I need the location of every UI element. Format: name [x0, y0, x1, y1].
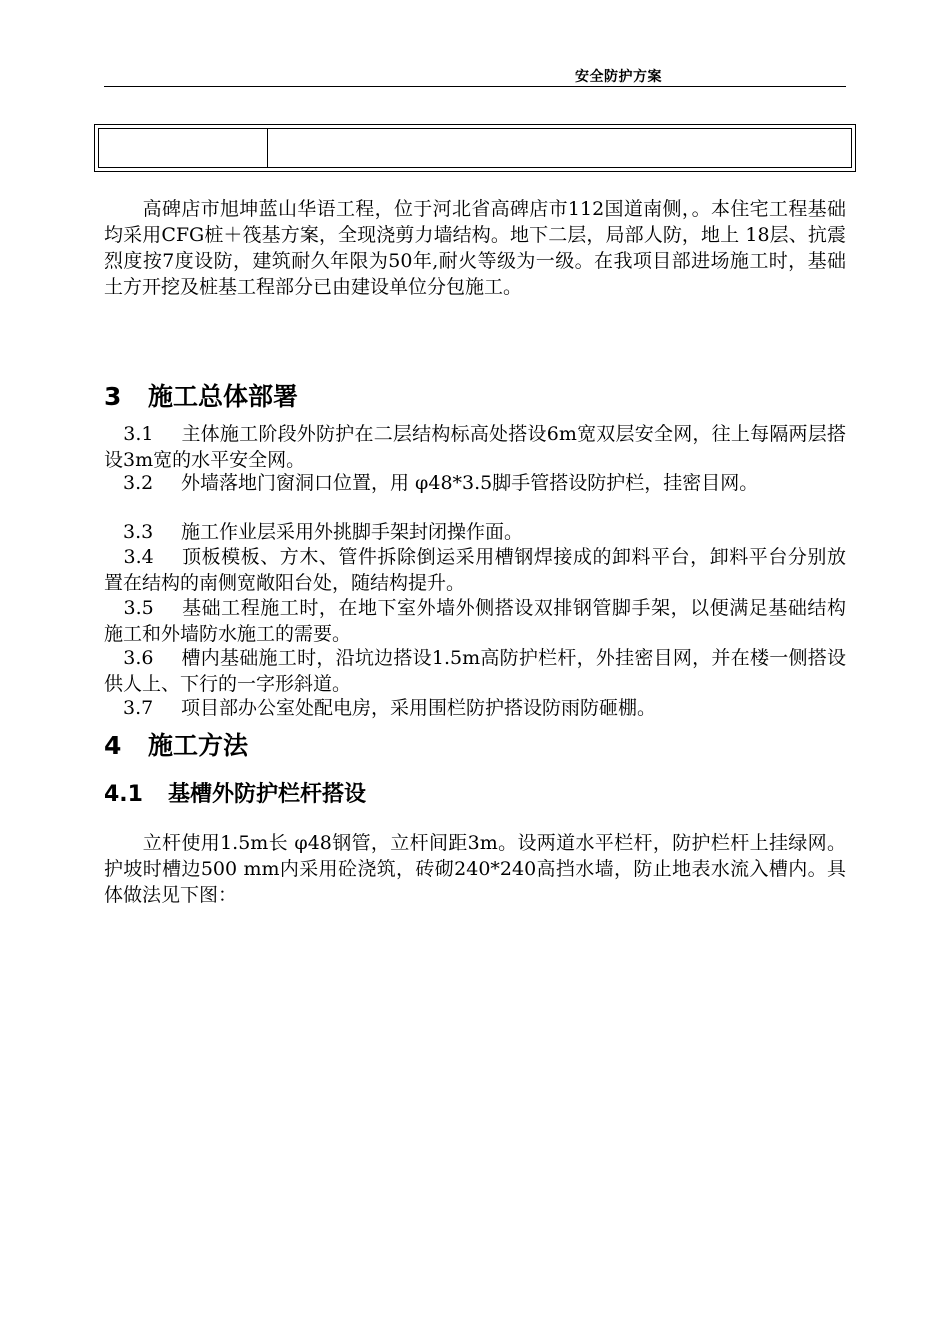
list-item — [104, 595, 846, 647]
item-number: 3.4 — [123, 546, 154, 568]
item-number: 3.2 — [123, 472, 154, 494]
section-3-heading — [104, 382, 298, 412]
section-4-title: 施工方法 — [148, 731, 249, 760]
item-text: 槽内基础施工时，沿坑边搭设1.5m高防护栏杆，外挂密目网，并在楼一侧搭设供人上、下行的一字形斜道。 — [104, 647, 846, 695]
item-number: 3.7 — [123, 697, 154, 719]
list-item — [104, 421, 846, 473]
item-text: 施工作业层采用外挑脚手架封闭操作面。 — [181, 521, 524, 543]
page-header-title: 安全防护方案 — [575, 69, 662, 85]
item-text: 顶板模板、方木、管件拆除倒运采用槽钢焊接成的卸料平台，卸料平台分别放置在结构的南侧宽敞阳台处，随结构提升。 — [104, 546, 846, 594]
section-4-heading — [104, 731, 248, 761]
list-item — [104, 645, 846, 697]
item-number: 3.1 — [123, 423, 154, 445]
list-item — [104, 470, 846, 496]
info-table — [94, 124, 856, 172]
item-number: 3.5 — [123, 597, 154, 619]
intro-paragraph: 高碑店市旭坤蓝山华语工程，位于河北省高碑店市112国道南侧，。本住宅工程基础均采用CFG桩＋筏基方案，全现浇剪力墙结构。地下二层，局部人防，地上 18层、抗震烈度按7度设防，建筑耐久年限为50年,耐火等级为一级。在我项目部进场施工时，基础土方开挖及桩基工程部分已由建设单位分包施工。 — [104, 198, 846, 298]
section-4-1-number: 4.1 — [104, 782, 143, 807]
section-4-1-heading — [104, 781, 366, 809]
item-text: 项目部办公室处配电房，采用围栏防护搭设防雨防砸棚。 — [181, 697, 657, 719]
section-4-number: 4 — [104, 731, 122, 760]
item-number: 3.3 — [123, 521, 154, 543]
item-number: 3.6 — [123, 647, 154, 669]
list-item — [104, 695, 846, 721]
info-table-inner — [98, 128, 852, 168]
list-item — [104, 544, 846, 596]
section-3-title: 施工总体部署 — [148, 382, 299, 411]
list-item — [104, 519, 846, 545]
section-3-number: 3 — [104, 382, 122, 411]
item-text: 外墙落地门窗洞口位置，用 φ48*3.5脚手管搭设防护栏，挂密目网。 — [181, 472, 759, 494]
item-text: 基础工程施工时，在地下室外墙外侧搭设双排钢管脚手架，以便满足基础结构施工和外墙防水施工的需要。 — [104, 597, 846, 645]
header-rule — [104, 86, 846, 87]
section-4-1-title: 基槽外防护栏杆搭设 — [168, 782, 367, 807]
info-table-divider — [267, 129, 268, 167]
section-4-1-paragraph: 立杆使用1.5m长 φ48钢管，立杆间距3m。设两道水平栏杆，防护栏杆上挂绿网。护坡时槽边500 mm内采用砼浇筑，砖砌240*240高挡水墙，防止地表水流入槽内。具体做法见下图： — [104, 832, 846, 906]
item-text: 主体施工阶段外防护在二层结构标高处搭设6m宽双层安全网，往上每隔两层搭设3m宽的水平安全网。 — [104, 423, 846, 471]
